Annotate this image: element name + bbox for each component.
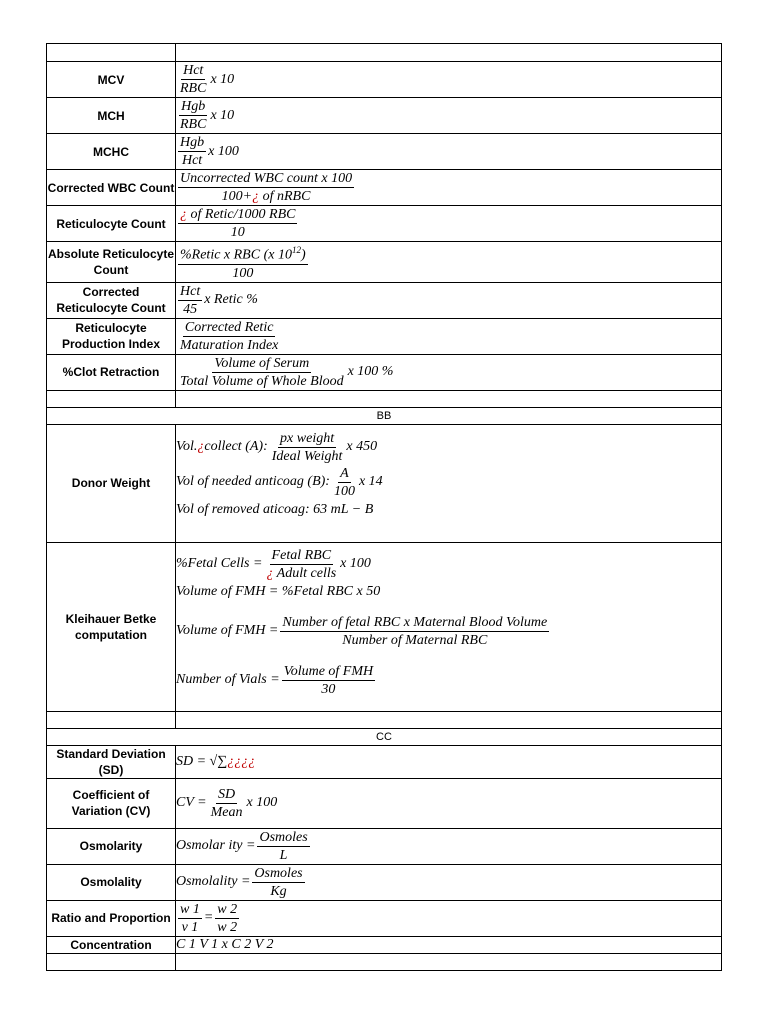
table-row: [47, 542, 722, 711]
table-row: [47, 778, 722, 828]
row-label: %Clot Retraction: [47, 354, 176, 390]
section-header-row: [47, 407, 722, 424]
formula-suffix: x 10: [210, 71, 235, 87]
table-row: [47, 282, 722, 318]
formula-cell: [176, 242, 722, 283]
numerator-text: of Retic/1000 RBC: [187, 207, 296, 222]
denominator: 30: [321, 681, 336, 697]
formula-suffix: x 10: [210, 107, 235, 123]
formula-suffix: x 14: [358, 474, 383, 490]
fraction: [209, 786, 245, 821]
formula-cell: [176, 206, 722, 242]
row-label: Concentration: [47, 936, 176, 953]
row-label: Reticulocyte Count: [47, 206, 176, 242]
formula-text: %Fetal Cells =: [176, 556, 263, 572]
denominator: 45: [183, 301, 198, 317]
table-row: [47, 711, 722, 728]
table-row: [47, 864, 722, 900]
formula-text: Volume of FMH = %Fetal RBC x 50: [176, 583, 381, 599]
fraction: [178, 62, 208, 97]
denominator: 10: [230, 225, 245, 240]
numerator: Volume of FMH: [283, 663, 374, 679]
denominator: Mean: [210, 804, 243, 820]
fraction: [178, 901, 202, 936]
table-row: [47, 318, 722, 354]
fraction: [178, 242, 308, 282]
fraction: [282, 663, 375, 698]
denominator-text: Adult cells: [273, 565, 337, 581]
formula-cell: [176, 900, 722, 936]
denominator: 100: [232, 265, 254, 281]
numerator: Hgb: [181, 99, 206, 114]
row-label: Ratio and Proportion: [47, 900, 176, 936]
formula-text: Vol.: [176, 439, 198, 455]
table-row: [47, 745, 722, 778]
fraction: [280, 614, 549, 649]
missing-glyph: ¿: [252, 189, 260, 204]
empty-cell: [47, 953, 176, 970]
formula-text: Vol of removed aticoag: 63 mL − B: [176, 501, 374, 517]
numerator: [178, 242, 308, 265]
denominator: Ideal Weight: [271, 448, 343, 464]
fraction: [257, 829, 309, 864]
fraction: [215, 901, 239, 936]
denominator: Kg: [270, 883, 287, 899]
section-title-bb: BB: [47, 407, 722, 424]
fraction: [264, 547, 338, 582]
numerator: px weight: [280, 430, 335, 446]
denominator: RBC: [180, 81, 207, 96]
numerator: Volume of Serum: [214, 355, 310, 371]
numerator: w 2: [217, 901, 238, 917]
fraction: [252, 865, 304, 900]
row-label: Standard Deviation (SD): [47, 745, 176, 778]
formula-cell: [176, 424, 722, 542]
numerator: w 1: [180, 901, 200, 917]
formula-cell: [176, 170, 722, 206]
missing-glyph: ¿: [180, 207, 187, 222]
formula-cell: [176, 282, 722, 318]
numerator: Fetal RBC: [271, 547, 332, 563]
fraction: [178, 206, 297, 241]
empty-cell: [176, 711, 722, 728]
formula-text: Osmolar ity =: [176, 838, 256, 854]
denominator: [264, 565, 338, 582]
fraction: [178, 98, 208, 133]
empty-cell: [176, 44, 722, 62]
numerator: SD: [217, 786, 236, 802]
formula-cell: [176, 354, 722, 390]
section-title-cc: CC: [47, 728, 722, 745]
fraction: [270, 430, 345, 465]
empty-cell: [47, 390, 176, 407]
formula-text: Vol of needed anticoag (B):: [176, 474, 330, 490]
table-row: [47, 828, 722, 864]
missing-glyph: ¿: [197, 439, 205, 455]
denominator: 100: [333, 483, 355, 499]
fraction: [178, 355, 346, 390]
table-row: [47, 62, 722, 98]
fraction: [178, 319, 280, 354]
denominator: v 1: [181, 919, 199, 935]
formula-suffix: x 100: [340, 556, 371, 572]
row-label: MCHC: [47, 134, 176, 170]
formula-suffix: x 100: [246, 795, 278, 811]
row-label: Donor Weight: [47, 424, 176, 542]
formula-suffix: x Retic %: [204, 292, 258, 308]
formula-suffix: x 450: [346, 439, 378, 455]
table-row: [47, 354, 722, 390]
missing-glyph: ¿: [266, 565, 274, 581]
numerator: Osmoles: [254, 865, 303, 881]
fraction: [178, 283, 202, 318]
denominator-text: of nRBC: [259, 189, 311, 204]
empty-cell: [47, 44, 176, 62]
table-row: [47, 424, 722, 542]
numerator: Corrected Retic: [184, 319, 274, 335]
formula-cell: [176, 542, 722, 711]
denominator: Total Volume of Whole Blood: [180, 373, 344, 389]
row-label: Kleihauer Betke computation: [47, 542, 176, 711]
row-label: Osmolarity: [47, 828, 176, 864]
row-label: MCV: [47, 62, 176, 98]
fraction: [178, 134, 206, 169]
table-row: [47, 242, 722, 283]
row-label: Absolute Reticulocyte Count: [47, 242, 176, 283]
exponent: 12: [291, 245, 301, 255]
numerator: A: [340, 465, 349, 481]
numerator: [178, 206, 297, 224]
numerator: Hct: [183, 63, 204, 78]
formula-text: collect (A):: [204, 439, 268, 455]
table-row: [47, 170, 722, 206]
formula-cell: [176, 134, 722, 170]
formula-suffix: x 100 %: [347, 364, 394, 380]
formula-cell: [176, 62, 722, 98]
row-label: MCH: [47, 98, 176, 134]
row-label: Reticulocyte Production Index: [47, 318, 176, 354]
row-label: Osmolality: [47, 864, 176, 900]
formula-cell: [176, 778, 722, 828]
empty-cell: [176, 390, 722, 407]
section-header-row: [47, 728, 722, 745]
numerator-text: %Retic x RBC (x 10: [180, 247, 292, 263]
row-label: Corrected Reticulocyte Count: [47, 282, 176, 318]
row-label: Coefficient of Variation (CV): [47, 778, 176, 828]
denominator: Maturation Index: [180, 337, 279, 353]
table-row: [47, 936, 722, 953]
denominator: Number of Maternal RBC: [342, 632, 488, 648]
formula-text: C 1 V 1 x C 2 V 2: [176, 936, 274, 952]
fraction: [332, 465, 357, 500]
table-row: [47, 98, 722, 134]
numerator: Number of fetal RBC x Maternal Blood Volume: [282, 614, 548, 630]
formula-suffix: x 100: [208, 143, 239, 159]
formula-cell: [176, 828, 722, 864]
formula-cell: [176, 98, 722, 134]
denominator-text: 100+: [221, 189, 253, 204]
empty-cell: [47, 711, 176, 728]
empty-cell: [176, 953, 722, 970]
formula-cell: [176, 745, 722, 778]
row-label: Corrected WBC Count: [47, 170, 176, 206]
denominator: L: [279, 847, 288, 863]
denominator: [220, 188, 313, 205]
table-row: [47, 134, 722, 170]
table-row: [47, 206, 722, 242]
table-row: [47, 390, 722, 407]
table-row: [47, 953, 722, 970]
formula-cell: [176, 318, 722, 354]
formula-cell: [176, 936, 722, 953]
formula-table: [46, 43, 722, 971]
equals-sign: =: [203, 910, 214, 926]
fraction: [178, 170, 354, 205]
formula-text: Volume of FMH =: [176, 623, 279, 639]
formula-text: CV =: [176, 795, 207, 811]
denominator: Hct: [181, 153, 203, 168]
table-row: [47, 44, 722, 62]
denominator: w 2: [217, 919, 238, 935]
numerator: Hct: [180, 283, 201, 299]
formula-cell: [176, 864, 722, 900]
formula-text: Number of Vials =: [176, 672, 280, 688]
denominator: RBC: [180, 117, 207, 132]
numerator: Osmoles: [259, 829, 308, 845]
missing-glyph: ¿¿¿¿: [227, 753, 256, 769]
numerator: Hgb: [180, 135, 205, 150]
table-row: [47, 900, 722, 936]
numerator-text: ): [300, 247, 306, 263]
formula-text: SD = √∑: [176, 753, 228, 769]
formula-text: Osmolality =: [176, 874, 251, 890]
numerator: Uncorrected WBC count x 100: [180, 171, 353, 186]
